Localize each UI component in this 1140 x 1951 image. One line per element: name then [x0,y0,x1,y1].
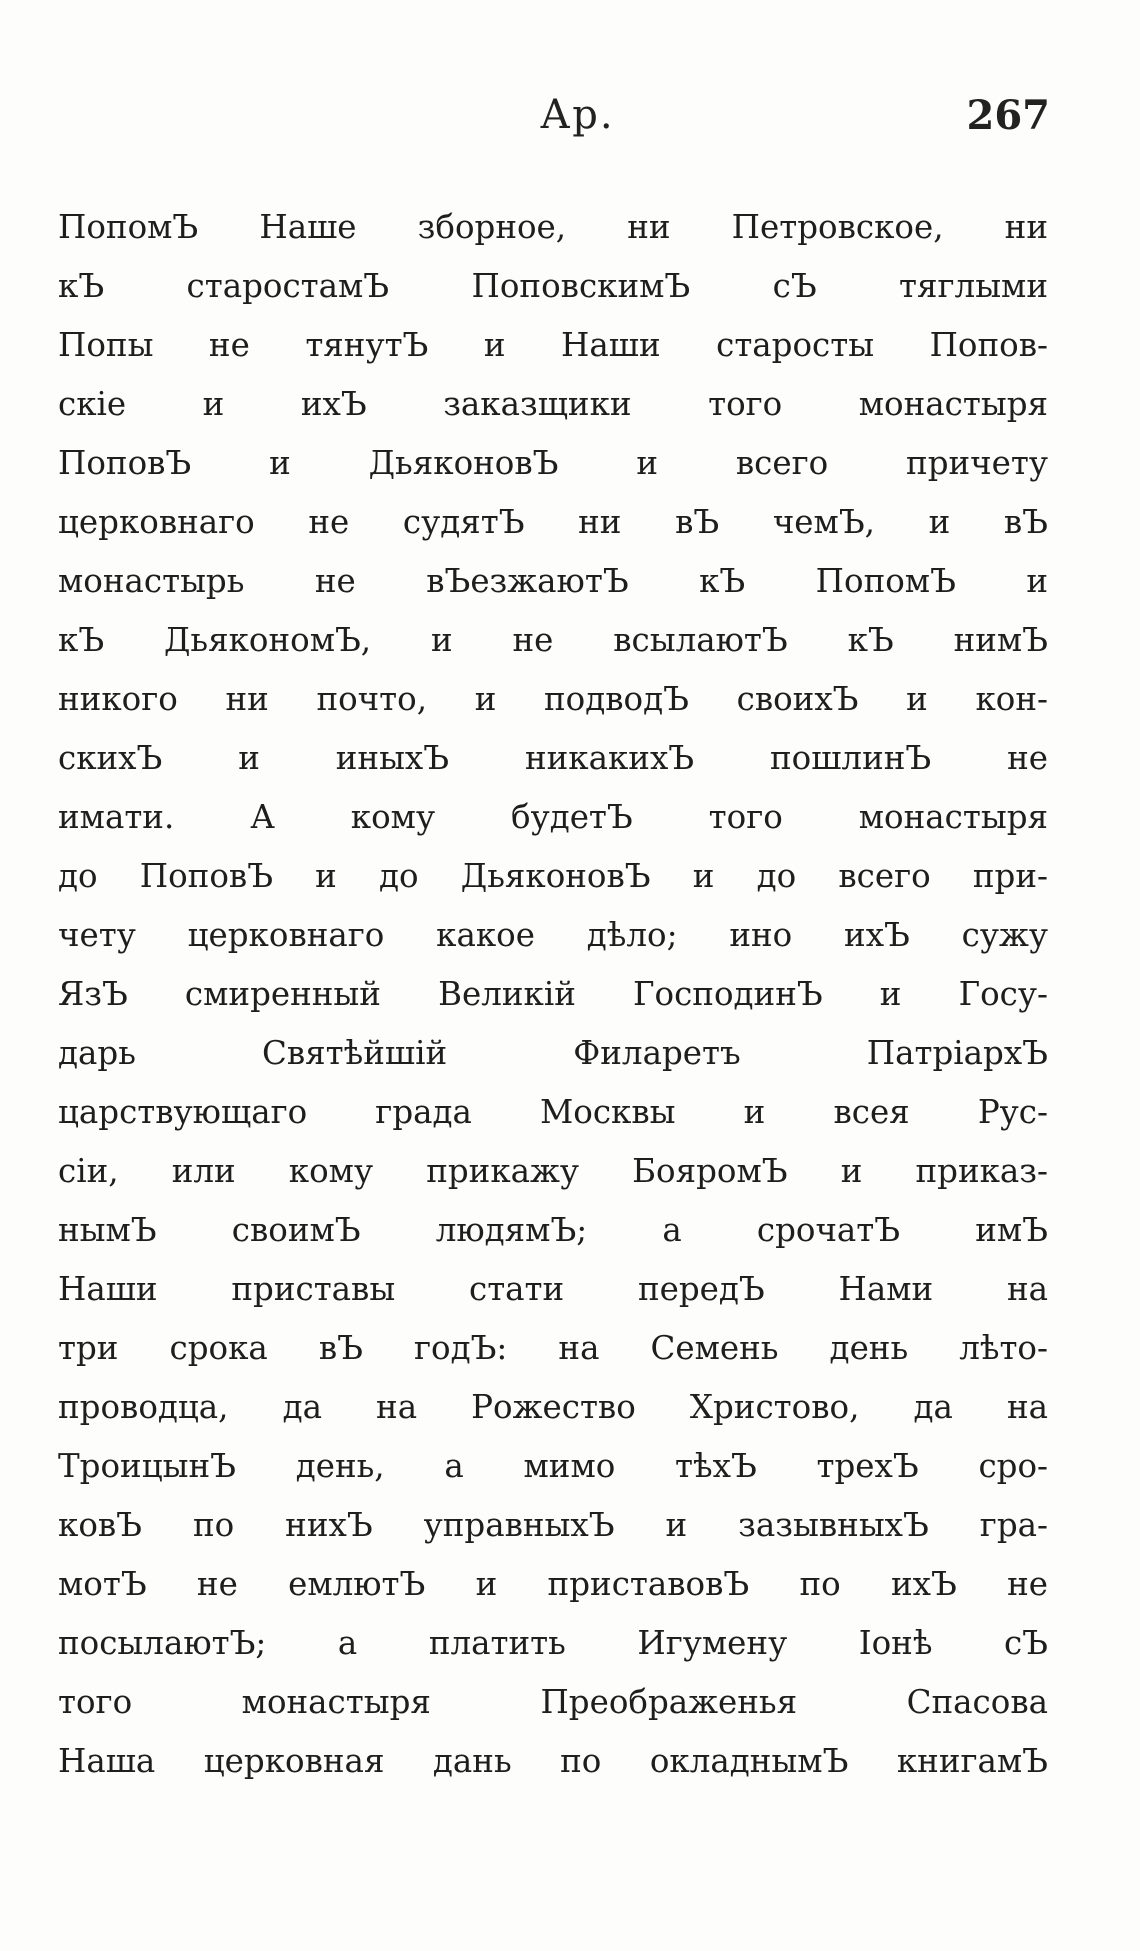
text-line: царствующаго града Москвы и всея Рус- [58,1093,1048,1131]
text-line: никого ни почто, и подводЪ своихЪ и кон- [58,680,1048,718]
text-line: ЯзЪ смиренный Великій ГосподинЪ и Госу- [58,975,1048,1013]
text-line: чету церковнаго какое дѣло; ино ихЪ сужу [58,916,1048,954]
text-line: ковЪ по нихЪ управныхЪ и зазывныхЪ гра- [58,1506,1048,1544]
body-text [58,198,1048,1791]
text-line: проводца, да на Рожество Христово, да на [58,1388,1048,1426]
running-head: Ар. [540,92,615,138]
text-line: имати. А кому будетЪ того монастыря [58,798,1048,836]
text-line: ТроицынЪ день, а мимо тѣхЪ трехЪ сро- [58,1447,1048,1485]
text-line: скіе и ихЪ заказщики того монастыря [58,385,1048,423]
text-line: Наши приставы стати передЪ Нами на [58,1270,1048,1308]
text-line: дарь Святѣйшій Филаретъ ПатріархЪ [58,1034,1048,1072]
text-line: ПоповЪ и ДьяконовЪ и всего причету [58,444,1048,482]
page-number: 267 [966,92,1050,139]
text-line: церковнаго не судятЪ ни вЪ чемЪ, и вЪ [58,503,1048,541]
text-line: кЪ старостамЪ ПоповскимЪ сЪ тяглыми [58,267,1048,305]
text-line: нымЪ своимЪ людямЪ; а срочатЪ имЪ [58,1211,1048,1249]
text-line: скихЪ и иныхЪ никакихЪ пошлинЪ не [58,739,1048,777]
text-line: три срока вЪ годЪ: на Семень день лѣто- [58,1329,1048,1367]
text-line: сіи, или кому прикажу БояромЪ и приказ- [58,1152,1048,1190]
text-line: ПопомЪ Наше зборное, ни Петровское, ни [58,208,1048,246]
text-line: мотЪ не емлютЪ и приставовЪ по ихЪ не [58,1565,1048,1603]
text-line: до ПоповЪ и до ДьяконовЪ и до всего при- [58,857,1048,895]
text-line: Наша церковная дань по окладнымЪ книгамЪ [58,1742,1048,1780]
text-line: кЪ ДьякономЪ, и не всылаютЪ кЪ нимЪ [58,621,1048,659]
text-line: того монастыря Преображенья Спасова [58,1683,1048,1721]
text-line: Попы не тянутЪ и Наши старосты Попов- [58,326,1048,364]
text-line: монастырь не вЪезжаютЪ кЪ ПопомЪ и [58,562,1048,600]
text-line: посылаютЪ; а платить Игумену Іонѣ сЪ [58,1624,1048,1662]
